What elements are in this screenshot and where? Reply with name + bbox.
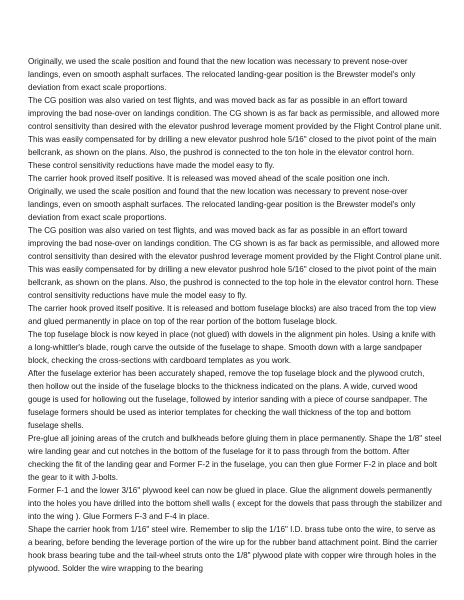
document-body bbox=[28, 55, 442, 575]
paragraph: Originally, we used the scale position and found that the new location was necessary to prevent nose-over landings, even on smooth asphalt surfaces. The relocated landing-gear position is the Brewster model's only deviation from exact scale proportions. bbox=[28, 57, 416, 92]
paragraph: Former F-1 and the lower 3/16" plywood keel can now be glued in place. Glue the alignment dowels permanently into the holes you have drilled into the bottom shell walls ( except for the dowels that pass through the stabilizer and into the wing ). Glue Formers F-3 and F-4 in place. bbox=[28, 486, 442, 521]
paragraph: These control sensitivity reductions have made the model easy to fly. bbox=[28, 161, 275, 170]
paragraph: Pre-glue all joining areas of the crutch and bulkheads before gluing them in place permanently. Shape the 1/8" steel wire landing gear and cut notches in the bottom of the fuselage for it to pass through from the bottom. After checking the fit of the landing gear and Former F-2 in the fuselage, you can then glue Former F-2 in place and bolt the gear to it with J-bolts. bbox=[28, 434, 442, 482]
paragraph: The carrier hook proved itself positive. It is released was moved ahead of the scale position one inch. bbox=[28, 174, 390, 183]
paragraph: The CG position was also varied on test flights, and was moved back as far as possible in an effort toward improving the bad nose-over on landings condition. The CG shown is as far back as permissible, and allowed more control sensitivity than desired with the elevator pushrod leverage moment provided by the Flight Control plane unit. This was easily compensated for by drilling a new elevator pushrod hole 5/16" closed to the pivot point of the main bellcrank, as shown on the plans. Also, the pushrod is connected to the ton hole in the elevator control horn. bbox=[28, 96, 442, 157]
paragraph: After the fuselage exterior has been accurately shaped, remove the top fuselage block and the plywood crutch, then hollow out the inside of the fuselage blocks to the thickness indicated on the plans. A wide, curved wood gouge is used for hollowing out the fuselage, followed by interior sanding with a piece of course sandpaper. The fuselage formers should be used as interior templates for checking the wall thickness of the top and bottom fuselage shells. bbox=[28, 369, 428, 430]
paragraph: The CG position was also varied on test flights, and was moved back as far as possible in an effort toward improving the bad nose-over on landings condition. The CG shown is as far back as permissible, and allowed more control sensitivity than desired with the elevator pushrod leverage moment provided by the Flight Control plane unit. This was easily compensated for by drilling a new elevator pushrod hole 5/16" closed to the pivot point of the main bellcrank, as shown on the plans. Also, the pushrod is connected to the top hole in the elevator control horn. These control sensitivity reductions have mule the model easy to fly. bbox=[28, 226, 442, 300]
paragraph: The carrier hook proved itself positive. It is released and bottom fuselage blocks) are also traced from the top view and glued permanently in place on top of the rear portion of the bottom fuselage block. bbox=[28, 304, 437, 326]
paragraph: Originally, we used the scale position and found that the new location was necessary to prevent nose-over landings, even on smooth asphalt surfaces. The relocated landing-gear position is the Brewster model's only deviation from exact scale proportions. bbox=[28, 187, 416, 222]
paragraph: Shape the carrier hook from 1/16" steel wire. Remember to slip the 1/16" I.D. brass tube onto the wire, to serve as a bearing, before bending the leverage portion of the wire up for the rubber band attachment point. Bind the carrier hook brass bearing tube and the tail-wheel struts onto the 1/8" plywood plate with copper wire through holes in the plywood. Solder the wire wrapping to the bearing bbox=[28, 525, 438, 573]
paragraph: The top fuselage block is now keyed in place (not glued) with dowels in the alignment pin holes. Using a knife with a long-whittler's blade, rough carve the outside of the fuselage to shape. Smooth down with a large sandpaper block, checking the cross-sections with cardboard templates as you work. bbox=[28, 330, 436, 365]
